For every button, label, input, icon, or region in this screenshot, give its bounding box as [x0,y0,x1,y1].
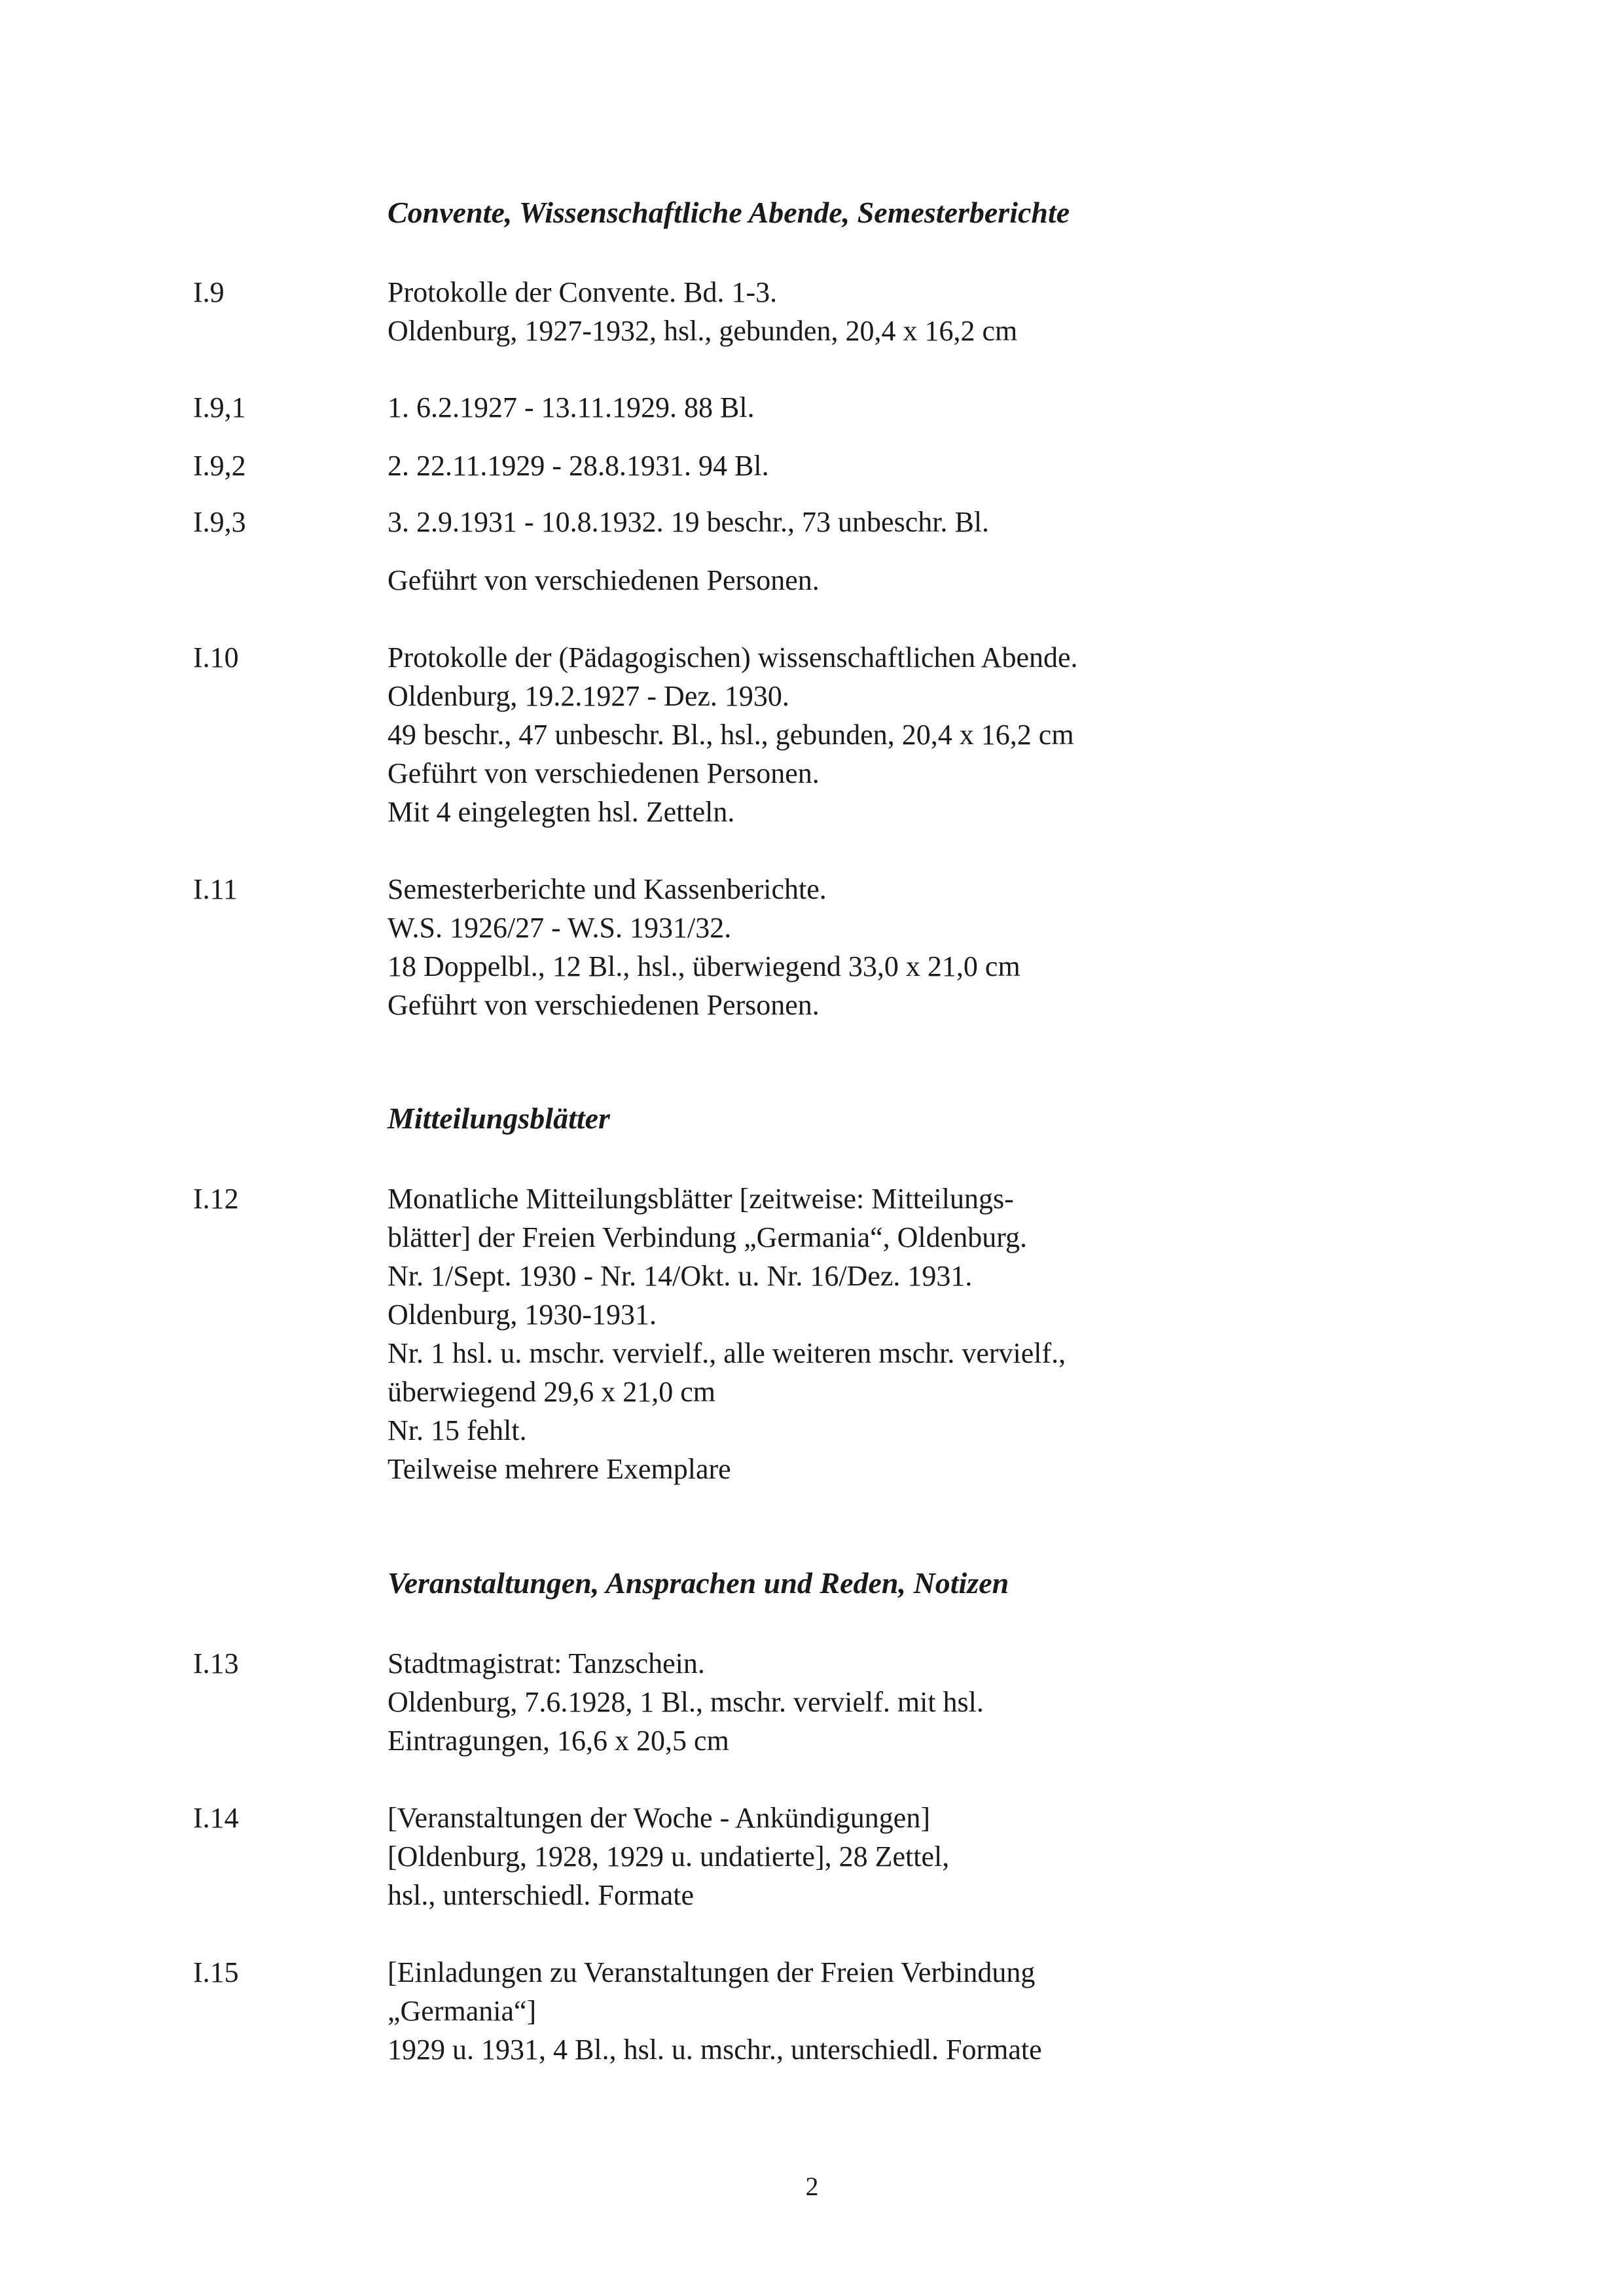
entry-i12-line-4: Oldenburg, 1930-1931. [388,1299,657,1331]
entry-id-i9: I.9 [193,276,225,308]
entry-i12-line-5: Nr. 1 hsl. u. mschr. vervielf., alle weiteren mschr. vervielf., [388,1337,1066,1369]
entry-i11-line-2: W.S. 1926/27 - W.S. 1931/32. [388,912,732,944]
page-number: 2 [805,2172,819,2201]
entry-i10-line-4: Geführt von verschiedenen Personen. [388,757,820,789]
entry-i9-1-line-1: 1. 6.2.1927 - 13.11.1929. 88 Bl. [388,391,755,423]
entry-i15-line-1: [Einladungen zu Veranstaltungen der Freien Verbindung [388,1956,1036,1988]
entry-id-i9-1: I.9,1 [193,391,246,423]
section-heading-veranstaltungen: Veranstaltungen, Ansprachen und Reden, Notizen [388,1566,1009,1600]
entry-i14-line-1: [Veranstaltungen der Woche - Ankündigungen] [388,1802,930,1834]
entry-id-i15: I.15 [193,1956,239,1988]
entry-i10-line-1: Protokolle der (Pädagogischen) wissenschaftlichen Abende. [388,641,1078,673]
entry-i9-3-line-1: 3. 2.9.1931 - 10.8.1932. 19 beschr., 73 unbeschr. Bl. [388,506,990,538]
entry-id-i14: I.14 [193,1802,239,1834]
section-heading-convente: Convente, Wissenschaftliche Abende, Semesterberichte [388,196,1070,229]
entry-id-i11: I.11 [193,873,238,905]
entry-i12-line-8: Teilweise mehrere Exemplare [388,1453,731,1485]
section-heading-mitteilungsblaetter: Mitteilungsblätter [388,1102,610,1135]
entry-i14-line-2: [Oldenburg, 1928, 1929 u. undatierte], 28 Zettel, [388,1840,950,1873]
entry-i12-line-1: Monatliche Mitteilungsblätter [zeitweise: Mitteilungs- [388,1183,1014,1215]
entry-i11-line-3: 18 Doppelbl., 12 Bl., hsl., überwiegend 33,0 x 21,0 cm [388,950,1020,982]
entry-id-i13: I.13 [193,1647,239,1679]
entry-i13-line-3: Eintragungen, 16,6 x 20,5 cm [388,1725,729,1757]
entry-id-i9-3: I.9,3 [193,506,246,538]
entry-id-i9-2: I.9,2 [193,450,246,482]
entry-i12-line-3: Nr. 1/Sept. 1930 - Nr. 14/Okt. u. Nr. 16/Dez. 1931. [388,1260,973,1292]
entry-i13-line-1: Stadtmagistrat: Tanzschein. [388,1647,705,1679]
entry-i9-2-line-1: 2. 22.11.1929 - 28.8.1931. 94 Bl. [388,450,769,482]
entry-i12-line-2: blätter] der Freien Verbindung „Germania“, Oldenburg. [388,1221,1028,1253]
entry-i15-line-3: 1929 u. 1931, 4 Bl., hsl. u. mschr., unterschiedl. Formate [388,2034,1042,2066]
entry-i15-line-2: „Germania“] [388,1995,537,2027]
entry-id-i10: I.10 [193,641,239,673]
entry-i14-line-3: hsl., unterschiedl. Formate [388,1879,695,1911]
entry-i9-line-2: Oldenburg, 1927-1932, hsl., gebunden, 20,4 x 16,2 cm [388,315,1018,347]
entry-i10-line-2: Oldenburg, 19.2.1927 - Dez. 1930. [388,680,789,712]
entry-i11-line-1: Semesterberichte und Kassenberichte. [388,873,827,905]
entry-i10-line-5: Mit 4 eingelegten hsl. Zetteln. [388,796,735,828]
entry-id-i12: I.12 [193,1183,239,1215]
entry-note-line-1: Geführt von verschiedenen Personen. [388,564,820,596]
entry-i12-line-6: überwiegend 29,6 x 21,0 cm [388,1376,715,1408]
entry-i12-line-7: Nr. 15 fehlt. [388,1414,527,1446]
entry-i11-line-4: Geführt von verschiedenen Personen. [388,989,820,1021]
entry-i13-line-2: Oldenburg, 7.6.1928, 1 Bl., mschr. vervielf. mit hsl. [388,1686,984,1718]
entry-i10-line-3: 49 beschr., 47 unbeschr. Bl., hsl., gebunden, 20,4 x 16,2 cm [388,719,1074,751]
entry-i9-line-1: Protokolle der Convente. Bd. 1-3. [388,276,778,308]
